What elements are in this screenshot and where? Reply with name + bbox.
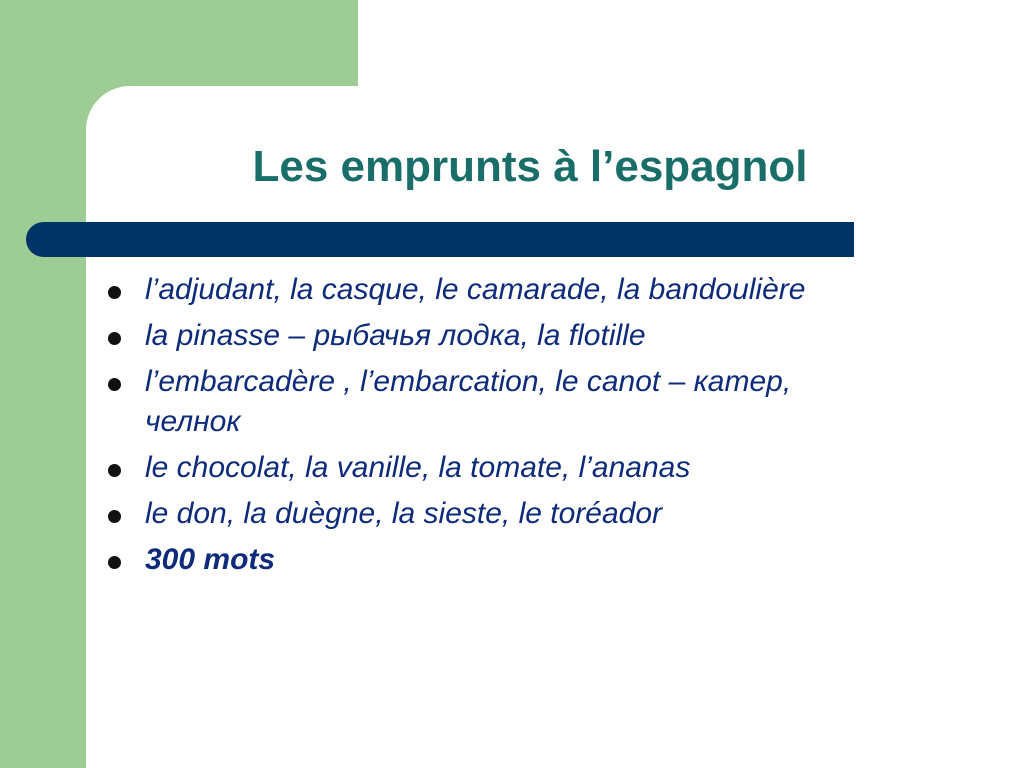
bullet-dot-icon bbox=[108, 556, 121, 569]
bullet-item bbox=[104, 540, 884, 580]
bullet-item bbox=[104, 316, 884, 356]
bullet-item bbox=[104, 270, 884, 310]
bullet-dot-icon bbox=[108, 464, 121, 477]
bullet-dot-icon bbox=[108, 286, 121, 299]
bullet-item bbox=[104, 362, 884, 442]
bullet-text: le don, la duègne, la sieste, le toréador bbox=[145, 497, 663, 530]
bullet-text: l’embarcadère , l’embarcation, le canot – катер, челнок bbox=[145, 365, 792, 438]
slide-title: Les emprunts à l’espagnol bbox=[252, 142, 808, 191]
bullet-text: la pinasse – рыбачья лодка, la flotille bbox=[145, 319, 646, 352]
bullet-dot-icon bbox=[108, 510, 121, 523]
bullet-dot-icon bbox=[108, 378, 121, 391]
bullet-list bbox=[104, 270, 884, 586]
bullet-item bbox=[104, 448, 884, 488]
bullet-text: le chocolat, la vanille, la tomate, l’ananas bbox=[145, 451, 691, 484]
bullet-dot-icon bbox=[108, 332, 121, 345]
bullet-text-emphasis: 300 mots bbox=[145, 543, 276, 576]
bullet-text: l’adjudant, la casque, le camarade, la bandoulière bbox=[145, 273, 806, 306]
bullet-item bbox=[104, 494, 884, 534]
title-underline-bar bbox=[26, 222, 854, 257]
